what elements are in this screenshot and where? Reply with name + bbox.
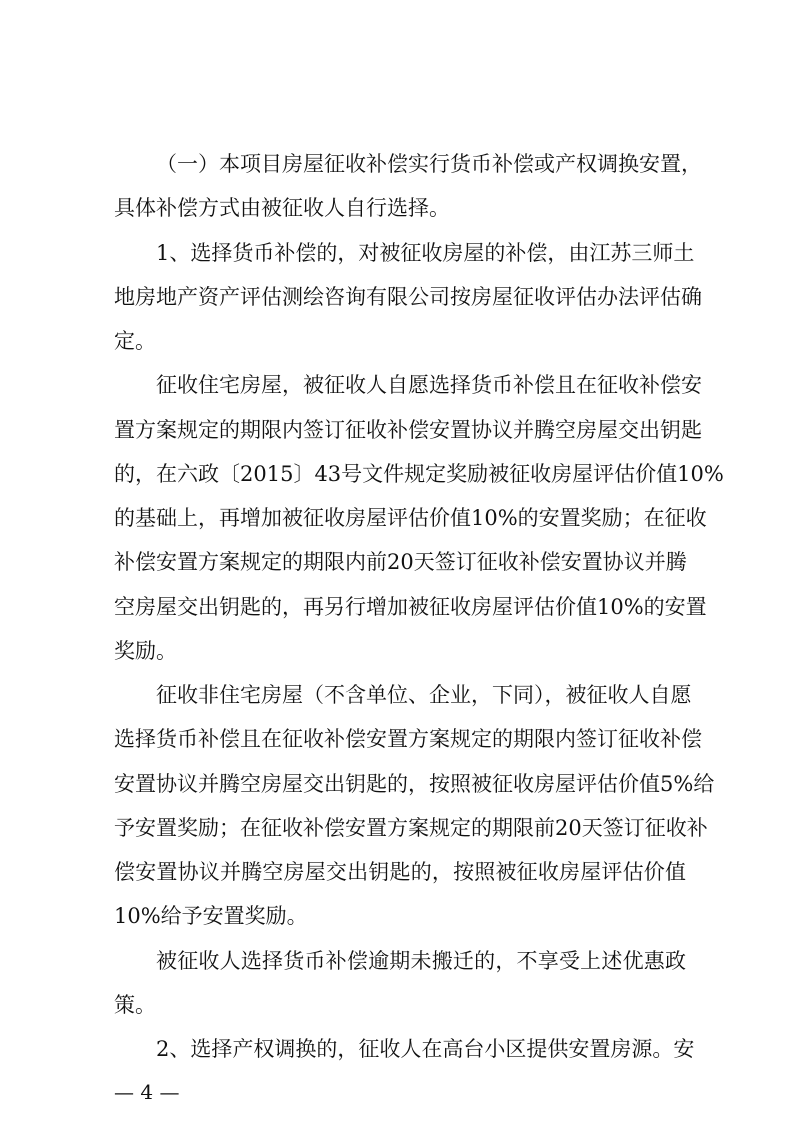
paragraph-3-line-2: 置方案规定的期限内签订征收补偿安置协议并腾空房屋交出钥匙: [114, 418, 702, 442]
paragraph-3-line-5: 补偿安置方案规定的期限内前20天签订征收补偿安置协议并腾: [114, 550, 687, 574]
paragraph-5-line-1: 被征收人选择货币补偿逾期未搬迁的，不享受上述优惠政: [156, 949, 686, 973]
paragraph-4-line-3: 安置协议并腾空房屋交出钥匙的，按照被征收房屋评估价值5%给: [114, 772, 715, 796]
paragraph-2-line-1: 1、选择货币补偿的，对被征收房屋的补偿，由江苏三师土: [156, 241, 695, 265]
paragraph-4-line-2: 选择货币补偿且在征收补偿安置方案规定的期限内签订征收补偿: [114, 727, 702, 751]
paragraph-2-line-2: 地房地产资产评估测绘咨询有限公司按房屋征收评估办法评估确: [114, 285, 702, 309]
paragraph-2-line-3: 定。: [114, 329, 156, 353]
paragraph-4-line-4: 予安置奖励；在征收补偿安置方案规定的期限前20天签订征收补: [114, 816, 708, 840]
paragraph-3-line-1: 征收住宅房屋，被征收人自愿选择货币补偿且在征收补偿安: [156, 373, 702, 397]
paragraph-1-line-2: 具体补偿方式由被征收人自行选择。: [114, 196, 450, 220]
paragraph-4-line-6: 10%给予安置奖励。: [114, 904, 308, 928]
paragraph-3-line-4: 的基础上，再增加被征收房屋评估价值10%的安置奖励；在征收: [114, 506, 707, 530]
paragraph-3-line-7: 奖励。: [114, 639, 177, 663]
paragraph-5-line-2: 策。: [114, 993, 156, 1017]
page-number: — 4 —: [114, 1080, 180, 1104]
paragraph-3-line-6: 空房屋交出钥匙的，再另行增加被征收房屋评估价值10%的安置: [114, 595, 707, 619]
paragraph-4-line-1: 征收非住宅房屋（不含单位、企业，下同），被征收人自愿: [156, 683, 692, 707]
paragraph-4-line-5: 偿安置协议并腾空房屋交出钥匙的，按照被征收房屋评估价值: [114, 860, 686, 884]
paragraph-3-line-3: 的，在六政〔2015〕43号文件规定奖励被征收房屋评估价值10%: [114, 462, 724, 486]
paragraph-1-line-1: （一）本项目房屋征收补偿实行货币补偿或产权调换安置，: [156, 152, 702, 176]
paragraph-6-line-1: 2、选择产权调换的，征收人在高台小区提供安置房源。安: [156, 1037, 695, 1061]
